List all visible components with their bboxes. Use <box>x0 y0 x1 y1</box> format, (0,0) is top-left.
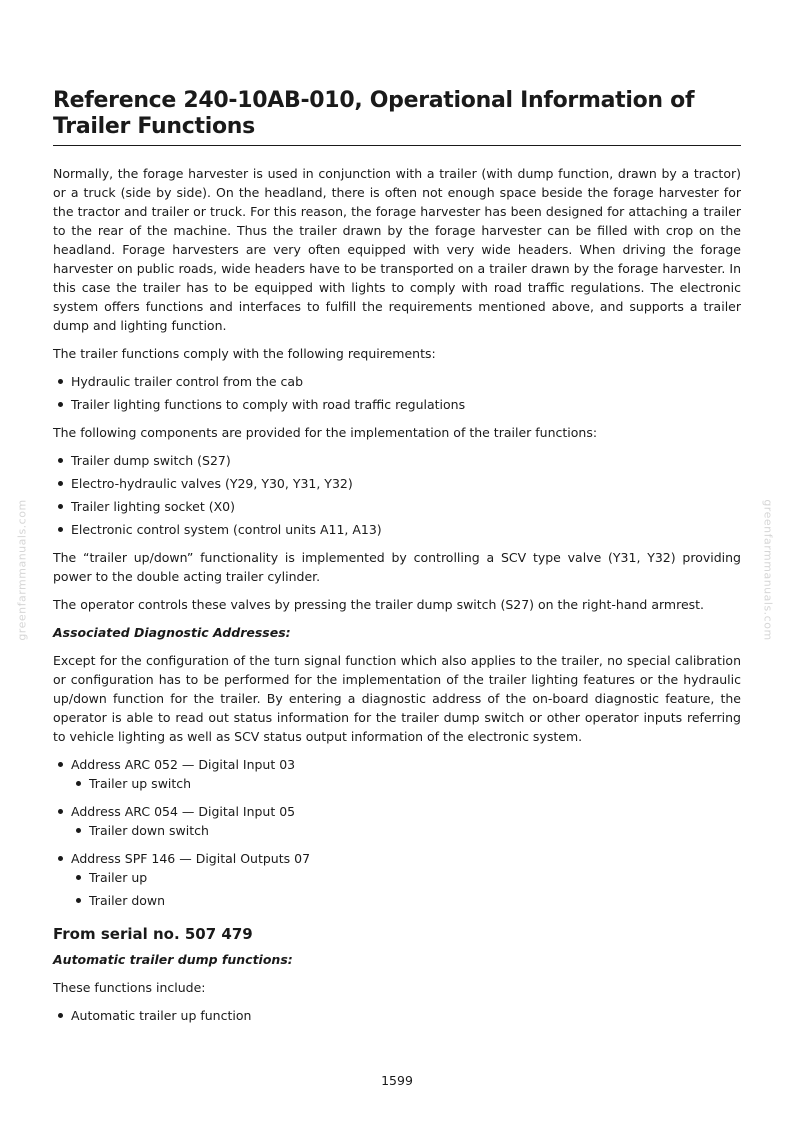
address-sub-list <box>71 821 741 840</box>
watermark-right: greenfarmmanuals.com <box>761 499 775 641</box>
list-item: Electro-hydraulic valves (Y29, Y30, Y31, Y32) <box>53 474 741 493</box>
address-item <box>53 849 741 910</box>
serial-section-subheading: Automatic trailer dump functions: <box>53 952 293 967</box>
list-item: Automatic trailer up function <box>53 1006 741 1025</box>
page-title-line-1: Reference 240-10AB-010, Operational Information of <box>53 88 695 113</box>
diagnostic-address-list <box>53 755 741 910</box>
document-page <box>53 88 741 1034</box>
list-item: Trailer dump switch (S27) <box>53 451 741 470</box>
address-item <box>53 755 741 793</box>
page-title <box>53 88 741 146</box>
address-label: Address ARC 052 — Digital Input 03 <box>71 757 296 772</box>
address-sub-list <box>71 774 741 793</box>
list-item: Trailer up <box>71 868 741 887</box>
serial-section-heading: From serial no. 507 479 <box>53 925 253 943</box>
intro-paragraph: Normally, the forage harvester is used in conjunction with a trailer (with dump function, drawn by a tractor) or a truck (side by side). On the headland, there is often not enough space beside the forage harvester for the tractor and trailer or truck. For this reason, the forage harvester has been designed for attaching a trailer to the rear of the machine. Thus the trailer drawn by the forage harvester can be filled with crop on the headland. Forage harvesters are very often equipped with very wide headers. When driving the forage harvester on public roads, wide headers have to be transported on a trailer drawn by the forage harvester. In this case the trailer has to be equipped with lights to comply with road traffic regulations. The electronic system offers functions and interfaces to fulfill the requirements mentioned above, and supports a trailer dump and lighting function. <box>53 166 741 333</box>
serial-functions-list <box>53 1006 741 1025</box>
address-sub-list <box>71 868 741 910</box>
operator-paragraph: The operator controls these valves by pressing the trailer dump switch (S27) on the right-hand armrest. <box>53 597 705 612</box>
list-item: Electronic control system (control units A11, A13) <box>53 520 741 539</box>
components-list <box>53 451 741 539</box>
requirements-intro: The trailer functions comply with the following requirements: <box>53 346 436 361</box>
list-item: Trailer lighting functions to comply with road traffic regulations <box>53 395 741 414</box>
address-label: Address ARC 054 — Digital Input 05 <box>71 804 296 819</box>
list-item: Trailer lighting socket (X0) <box>53 497 741 516</box>
address-label: Address SPF 146 — Digital Outputs 07 <box>71 851 311 866</box>
list-item: Trailer down <box>71 891 741 910</box>
page-title-line-2: Trailer Functions <box>53 114 255 139</box>
diagnostics-paragraph: Except for the configuration of the turn signal function which also applies to the trailer, no special calibration or configuration has to be performed for the implementation of the trailer lighting features or the hydraulic up/down function for the trailer. By entering a diagnostic address of the on-board diagnostic feature, the operator is able to read out status information for the trailer dump switch or other operator inputs referring to vehicle lighting as well as SCV status output information of the electronic system. <box>53 653 741 744</box>
watermark-left: greenfarmmanuals.com <box>15 499 29 641</box>
serial-section-intro: These functions include: <box>53 980 206 995</box>
address-item <box>53 802 741 840</box>
components-intro: The following components are provided for the implementation of the trailer functions: <box>53 425 598 440</box>
list-item: Hydraulic trailer control from the cab <box>53 372 741 391</box>
requirements-list <box>53 372 741 414</box>
page-number: 1599 <box>381 1073 413 1088</box>
list-item: Trailer down switch <box>71 821 741 840</box>
document-body <box>53 164 741 1025</box>
updown-paragraph: The “trailer up/down” functionality is implemented by controlling a SCV type valve (Y31, Y32) providing power to the double acting trailer cylinder. <box>53 550 741 584</box>
list-item: Trailer up switch <box>71 774 741 793</box>
diagnostics-subheading: Associated Diagnostic Addresses: <box>53 625 291 640</box>
